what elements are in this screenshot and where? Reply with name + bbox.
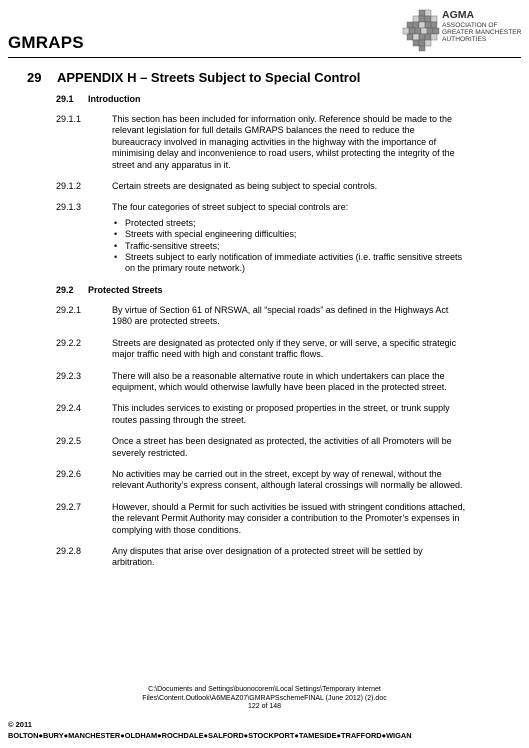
bullet-list (112, 218, 466, 275)
subsection-number: 29.2 (56, 284, 74, 295)
paragraph (56, 181, 466, 192)
bullet-item: • Streets with special engineering difficulties; (112, 229, 466, 240)
subsection-number: 29.1 (56, 94, 74, 104)
header-divider (8, 57, 521, 58)
paragraph-text: The four categories of street subject to special controls are: (112, 202, 349, 213)
paragraph-number: 29.1.2 (56, 181, 82, 192)
logo-line-3: AUTHORITIES (442, 36, 487, 44)
paragraph-text: Once a street has been designated as protected, the activities of all Promoters will be severely restricted. (112, 436, 452, 458)
paragraph-number: 29.2.5 (56, 436, 82, 447)
paragraph-number: 29.2.1 (56, 304, 82, 315)
logo-text (442, 10, 521, 43)
header-title: GMRAPS (8, 33, 84, 52)
paragraph-number: 29.2.6 (56, 468, 82, 479)
paragraph-number: 29.2.4 (56, 403, 82, 414)
paragraph-number: 29.2.7 (56, 501, 82, 512)
paragraph (56, 546, 466, 569)
paragraph-number: 29.2.3 (56, 370, 82, 381)
paragraph-text: Streets are designated as protected only if they serve, or will serve, a specific strategic major traffic need with high and constant traffic flows. (112, 337, 457, 360)
footer-path-line-1: C:\Documents and Settings\buonocorem\Local Settings\Temporary Internet (148, 686, 381, 693)
paragraph-number: 29.1.3 (56, 202, 82, 213)
paragraph (56, 338, 466, 361)
logo-name: AGMA (442, 9, 475, 21)
subsection-title: Protected Streets (88, 284, 163, 295)
document-body (27, 70, 466, 579)
paragraph (56, 202, 466, 213)
paragraph (56, 305, 466, 328)
paragraph-number: 29.1.1 (56, 114, 82, 124)
subsection-heading (56, 94, 466, 104)
section-number: 29 (27, 70, 42, 85)
paragraph-text: Any disputes that arise over designation of a protected street will be settled by arbitration. (112, 545, 423, 568)
paragraph-text: No activities may be carried out in the street, except by way of renewal, without the relevant Authority’s express consent, although lateral crossings will normally be allowed. (112, 468, 463, 491)
paragraph (56, 502, 466, 536)
paragraph (56, 371, 466, 394)
bullet-item: • Traffic-sensitive streets; (112, 241, 466, 252)
paragraph-text: However, should a Permit for such activities be issued with stringent conditions attached, the relevant Permit Authority may consider a contribution to the Promoter’s expenses in complying with those conditions. (112, 501, 466, 535)
paragraph-number: 29.2.8 (56, 545, 82, 556)
footer-path-line-2: Files\Content.Outlook\A6MEAZ07\GMRAPSschemeFINAL (June 2012) (2).doc (142, 694, 387, 702)
paragraph-number: 29.2.2 (56, 337, 82, 348)
paragraph (56, 114, 466, 171)
page-number: 122 of 148 (247, 703, 282, 710)
subsection-title: Introduction (88, 94, 141, 104)
paragraph (56, 436, 466, 459)
paragraph-text: Certain streets are designated as being subject to special controls. (112, 181, 378, 192)
logo-line-2: GREATER MANCHESTER (442, 28, 522, 36)
paragraph-text: By virtue of Section 61 of NRSWA, all “special roads” as defined in the Highways Act 1980 are protected streets. (112, 304, 449, 327)
bullet-item: • Protected streets; (112, 218, 466, 229)
paragraph (56, 469, 466, 492)
bullet-item: • Streets subject to early notification of immediate activities (i.e. traffic sensitive streets on the primary route network.) (112, 252, 466, 275)
section-title: APPENDIX H – Streets Subject to Special Control (57, 70, 361, 85)
copyright: © 2011 (8, 720, 32, 729)
paragraph-text: This includes services to existing or proposed properties in the street, or trunk supply routes passing through the street. (112, 403, 450, 425)
footer-file-path (0, 686, 529, 712)
paragraph-text: There will also be a reasonable alternative route in which undertakers can place the equipment, which would otherwise lawfully have been placed in the protected street. (112, 370, 447, 392)
section-heading (27, 70, 466, 85)
footer-towns: BOLTON●BURY●MANCHESTER●OLDHAM●ROCHDALE●SALFORD●STOCKPORT●TAMESIDE●TRAFFORD●WIGAN (8, 731, 412, 740)
logo-line-1: ASSOCIATION OF (442, 21, 498, 29)
subsection-heading (56, 285, 466, 295)
paragraph (56, 403, 466, 426)
paragraph-text: This section has been included for information only. Reference should be made to the relevant legislation for full details GMRAPS balances the need to reduce the bureaucracy involved in managing activities in the highway with the importance of minimising delay and inconvenience to road users, whilst protecting the integrity of the street and any apparatus in it. (112, 114, 455, 170)
